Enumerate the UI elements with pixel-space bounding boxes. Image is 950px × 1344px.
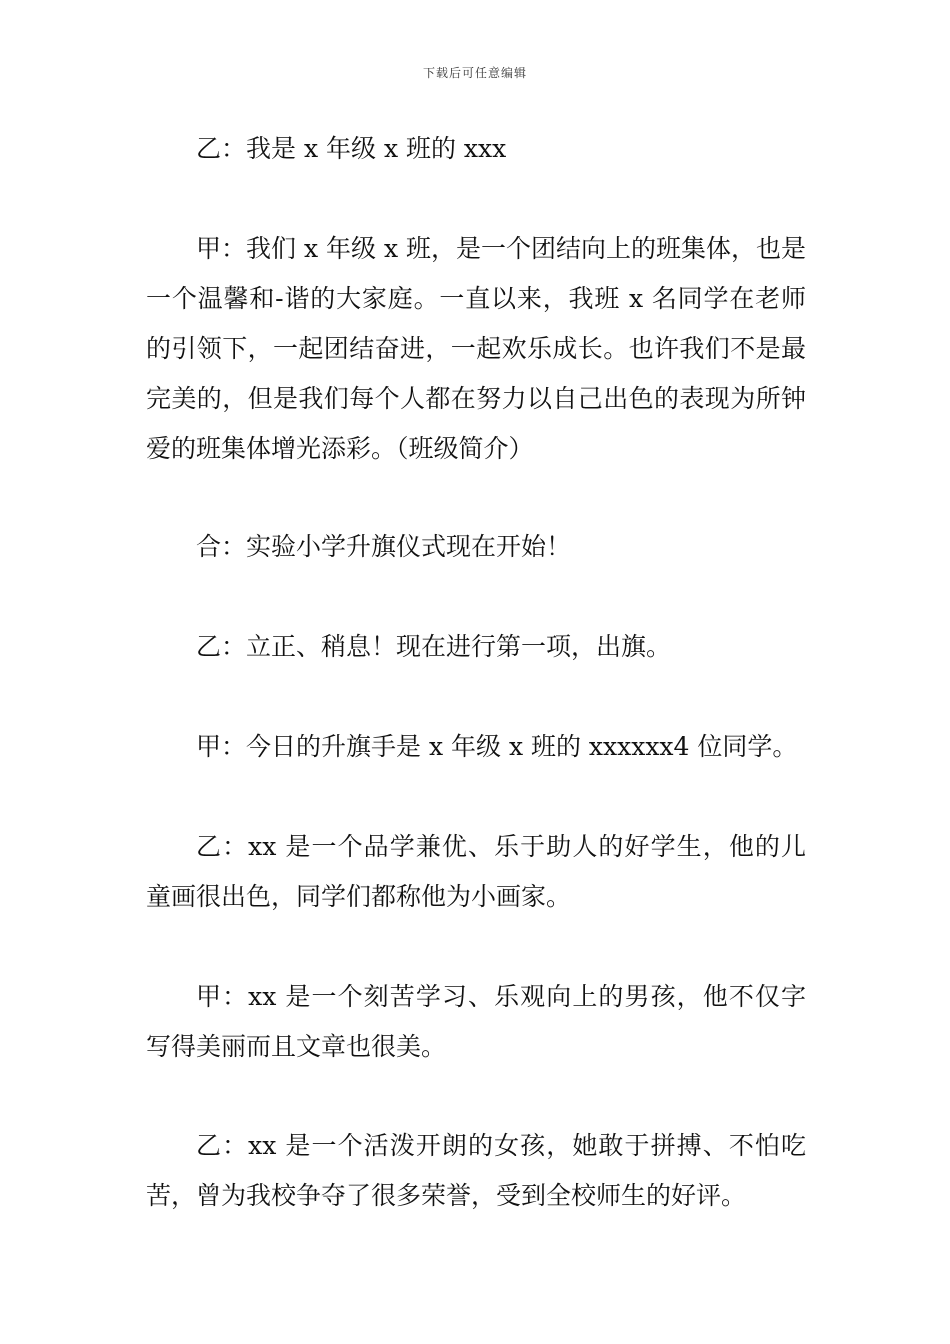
header-note: 下载后可任意编辑 <box>422 66 527 80</box>
paragraph-1: 乙：我是 x 年级 x 班的 xxx <box>196 134 507 163</box>
paragraph-8: 乙：xx 是一个活泼开朗的女孩，她敢于拼搏、不怕吃苦，曾为我校争夺了很多荣誉，受到全校师生的好评。 <box>146 1131 806 1210</box>
paragraph-7: 甲：xx 是一个刻苦学习、乐观向上的男孩，他不仅字写得美丽而且文章也很美。 <box>146 982 806 1061</box>
paragraph-6: 乙：xx 是一个品学兼优、乐于助人的好学生，他的儿童画很出色，同学们都称他为小画家。 <box>146 832 806 911</box>
paragraph-5: 甲：今日的升旗手是 x 年级 x 班的 xxxxxx4 位同学。 <box>196 732 798 761</box>
paragraph-4: 乙：立正、稍息！现在进行第一项，出旗。 <box>196 632 672 661</box>
paragraph-2: 甲：我们 x 年级 x 班，是一个团结向上的班集体，也是一个温馨和-谐的大家庭。一直以来，我班 x 名同学在老师的引领下，一起团结奋进，一起欢乐成长。也许我们不是最完美的，但是我们每个人都在努力以自己出色的表现为所钟爱的班集体增光添彩。（班级简介） <box>146 234 806 463</box>
paragraph-3: 合：实验小学升旗仪式现在开始！ <box>196 532 572 561</box>
